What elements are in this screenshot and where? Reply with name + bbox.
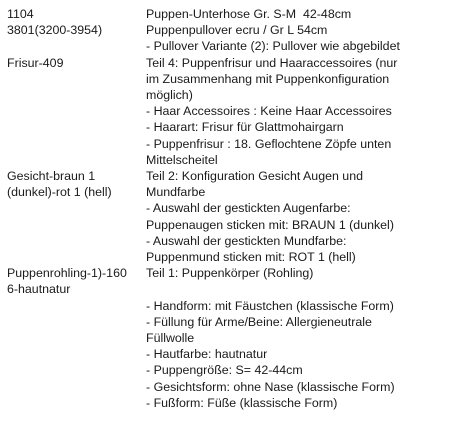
item-code-line: 3801(3200-3954) (7, 23, 103, 38)
description-line: - Puppengröße: S= 42-44cm (146, 363, 303, 378)
description-line: - Haarart: Frisur für Glattmohairgarn (146, 120, 344, 135)
description-line: im Zusammenhang mit Puppenkonfiguration (146, 71, 390, 86)
description-line: - Handform: mit Fäustchen (klassische Form) (146, 298, 394, 313)
description-line: Mittelscheitel (146, 152, 218, 167)
description-line: - Puppenfrisur : 18. Geflochtene Zöpfe unten (146, 136, 392, 151)
description-line: Teil 2: Konfiguration Gesicht Augen und (146, 169, 363, 184)
item-code-line: Puppenrohling-1)-160 (7, 266, 127, 281)
blank-line (146, 281, 446, 297)
description-line: Puppen-Unterhose Gr. S-M 42-48cm (146, 7, 352, 21)
list-item (0, 265, 452, 411)
list-item (0, 6, 452, 22)
item-code (0, 6, 146, 22)
description-line: Puppenaugen sticken mit: BRAUN 1 (dunkel) (146, 217, 394, 232)
item-code (0, 22, 146, 38)
order-items-list (0, 6, 452, 411)
list-item (0, 22, 452, 54)
item-code-line: 1104 (7, 7, 34, 21)
item-code-line: Frisur-409 (7, 55, 64, 70)
description-line: - Auswahl der gestickten Mundfarbe: (146, 233, 347, 248)
item-code (0, 265, 146, 297)
description-line: - Gesichtsform: ohne Nase (klassische Form) (146, 379, 395, 394)
list-item (0, 168, 452, 265)
description-line: Teil 4: Puppenfrisur und Haaraccessoires (nur (146, 55, 398, 70)
description-line: Mundfarbe (146, 185, 206, 200)
item-description (146, 168, 446, 265)
item-code (0, 55, 146, 71)
description-line: - Auswahl der gestickten Augenfarbe: (146, 201, 351, 216)
item-description (146, 265, 446, 411)
description-line: - Füllung für Arme/Beine: Allergieneutrale (146, 314, 372, 329)
item-description (146, 22, 446, 54)
description-line: - Hautfarbe: hautnatur (146, 347, 268, 362)
description-line: Füllwolle (146, 331, 195, 346)
description-line: - Pullover Variante (2): Pullover wie abgebildet (146, 39, 400, 54)
description-line: Teil 1: Puppenkörper (Rohling) (146, 266, 314, 281)
item-code-line: (dunkel)-rot 1 (hell) (7, 185, 112, 200)
item-code (0, 168, 146, 200)
description-line: - Haar Accessoires : Keine Haar Accessoires (146, 104, 392, 119)
item-code-line: 6-hautnatur (7, 282, 71, 297)
item-description (146, 6, 446, 22)
list-item (0, 55, 452, 168)
description-line: Puppenmund sticken mit: ROT 1 (hell) (146, 250, 356, 265)
description-line: möglich) (146, 88, 193, 103)
description-line: - Fußform: Füße (klassische Form) (146, 395, 338, 410)
item-code-line: Gesicht-braun 1 (7, 169, 96, 184)
description-line: Puppenpullover ecru / Gr L 54cm (146, 23, 328, 38)
item-description (146, 55, 446, 168)
